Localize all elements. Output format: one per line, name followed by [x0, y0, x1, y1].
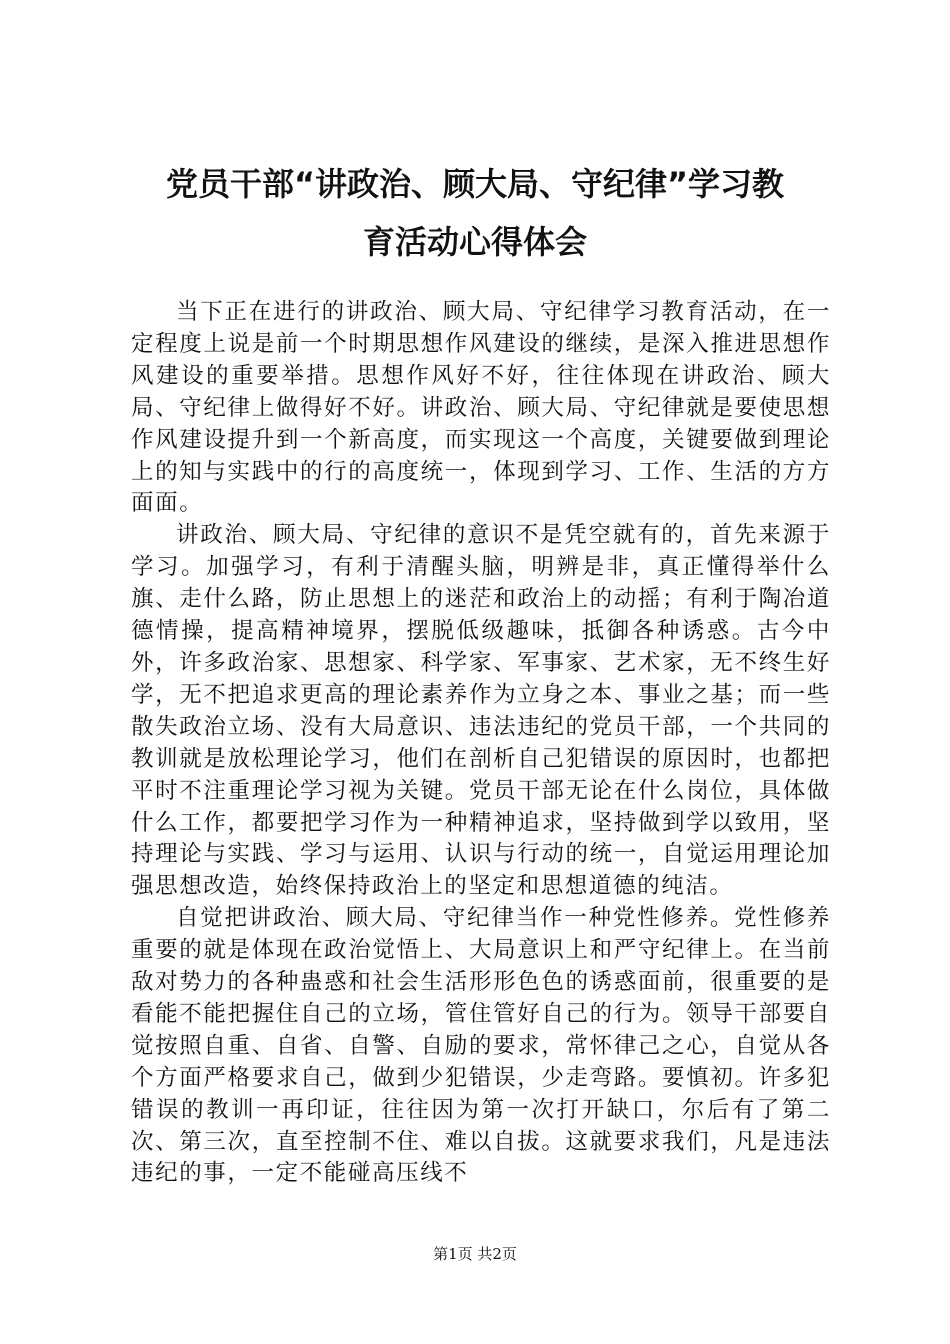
paragraph-1: 当下正在进行的讲政治、顾大局、守纪律学习教育活动，在一定程度上说是前一个时期思想作风建设的继续，是深入推进思想作风建设的重要举措。思想作风好不好，往往体现在讲政治、顾大局、守纪律上做得好不好。讲政治、顾大局、守纪律就是要使思想作风建设提升到一个新高度，而实现这一个高度，关键要做到理论上的知与实践中的行的高度统一，体现到学习、工作、生活的方方面面。	[131, 299, 831, 517]
document-title-line-2: 育活动心得体会	[362, 223, 587, 261]
document-title-line-1: 党员干部“讲政治、顾大局、守纪律”学习教	[165, 165, 785, 203]
page-footer: 第1页 共2页	[433, 1245, 517, 1263]
paragraph-3: 自觉把讲政治、顾大局、守纪律当作一种党性修养。党性修养重要的就是体现在政治觉悟上、大局意识上和严守纪律上。在当前敌对势力的各种蛊惑和社会生活形形色色的诱惑面前，很重要的是看能不能把握住自己的立场，管住管好自己的行为。领导干部要自觉按照自重、自省、自警、自励的要求，常怀律己之心，自觉从各个方面严格要求自己，做到少犯错误，少走弯路。要慎初。许多犯错误的教训一再印证，往往因为第一次打开缺口，尔后有了第二次、第三次，直至控制不住、难以自拔。这就要求我们，凡是违法违纪的事，一定不能碰高压线不	[131, 905, 831, 1187]
paragraph-2: 讲政治、顾大局、守纪律的意识不是凭空就有的，首先来源于学习。加强学习，有利于清醒头脑，明辨是非，真正懂得举什么旗、走什么路，防止思想上的迷茫和政治上的动摇；有利于陶冶道德情操，提高精神境界，摆脱低级趣味，抵御各种诱惑。古今中外，许多政治家、思想家、科学家、军事家、艺术家，无不终生好学，无不把追求更高的理论素养作为立身之本、事业之基；而一些散失政治立场、没有大局意识、违法违纪的党员干部，一个共同的教训就是放松理论学习，他们在剖析自己犯错误的原因时，也都把平时不注重理论学习视为关键。党员干部无论在什么岗位，具体做什么工作，都要把学习作为一种精神追求，坚持做到学以致用，坚持理论与实践、学习与运用、认识与行动的统一，自觉运用理论加强思想改造，始终保持政治上的坚定和思想道德的纯洁。	[131, 522, 831, 900]
document-body	[131, 297, 831, 1190]
